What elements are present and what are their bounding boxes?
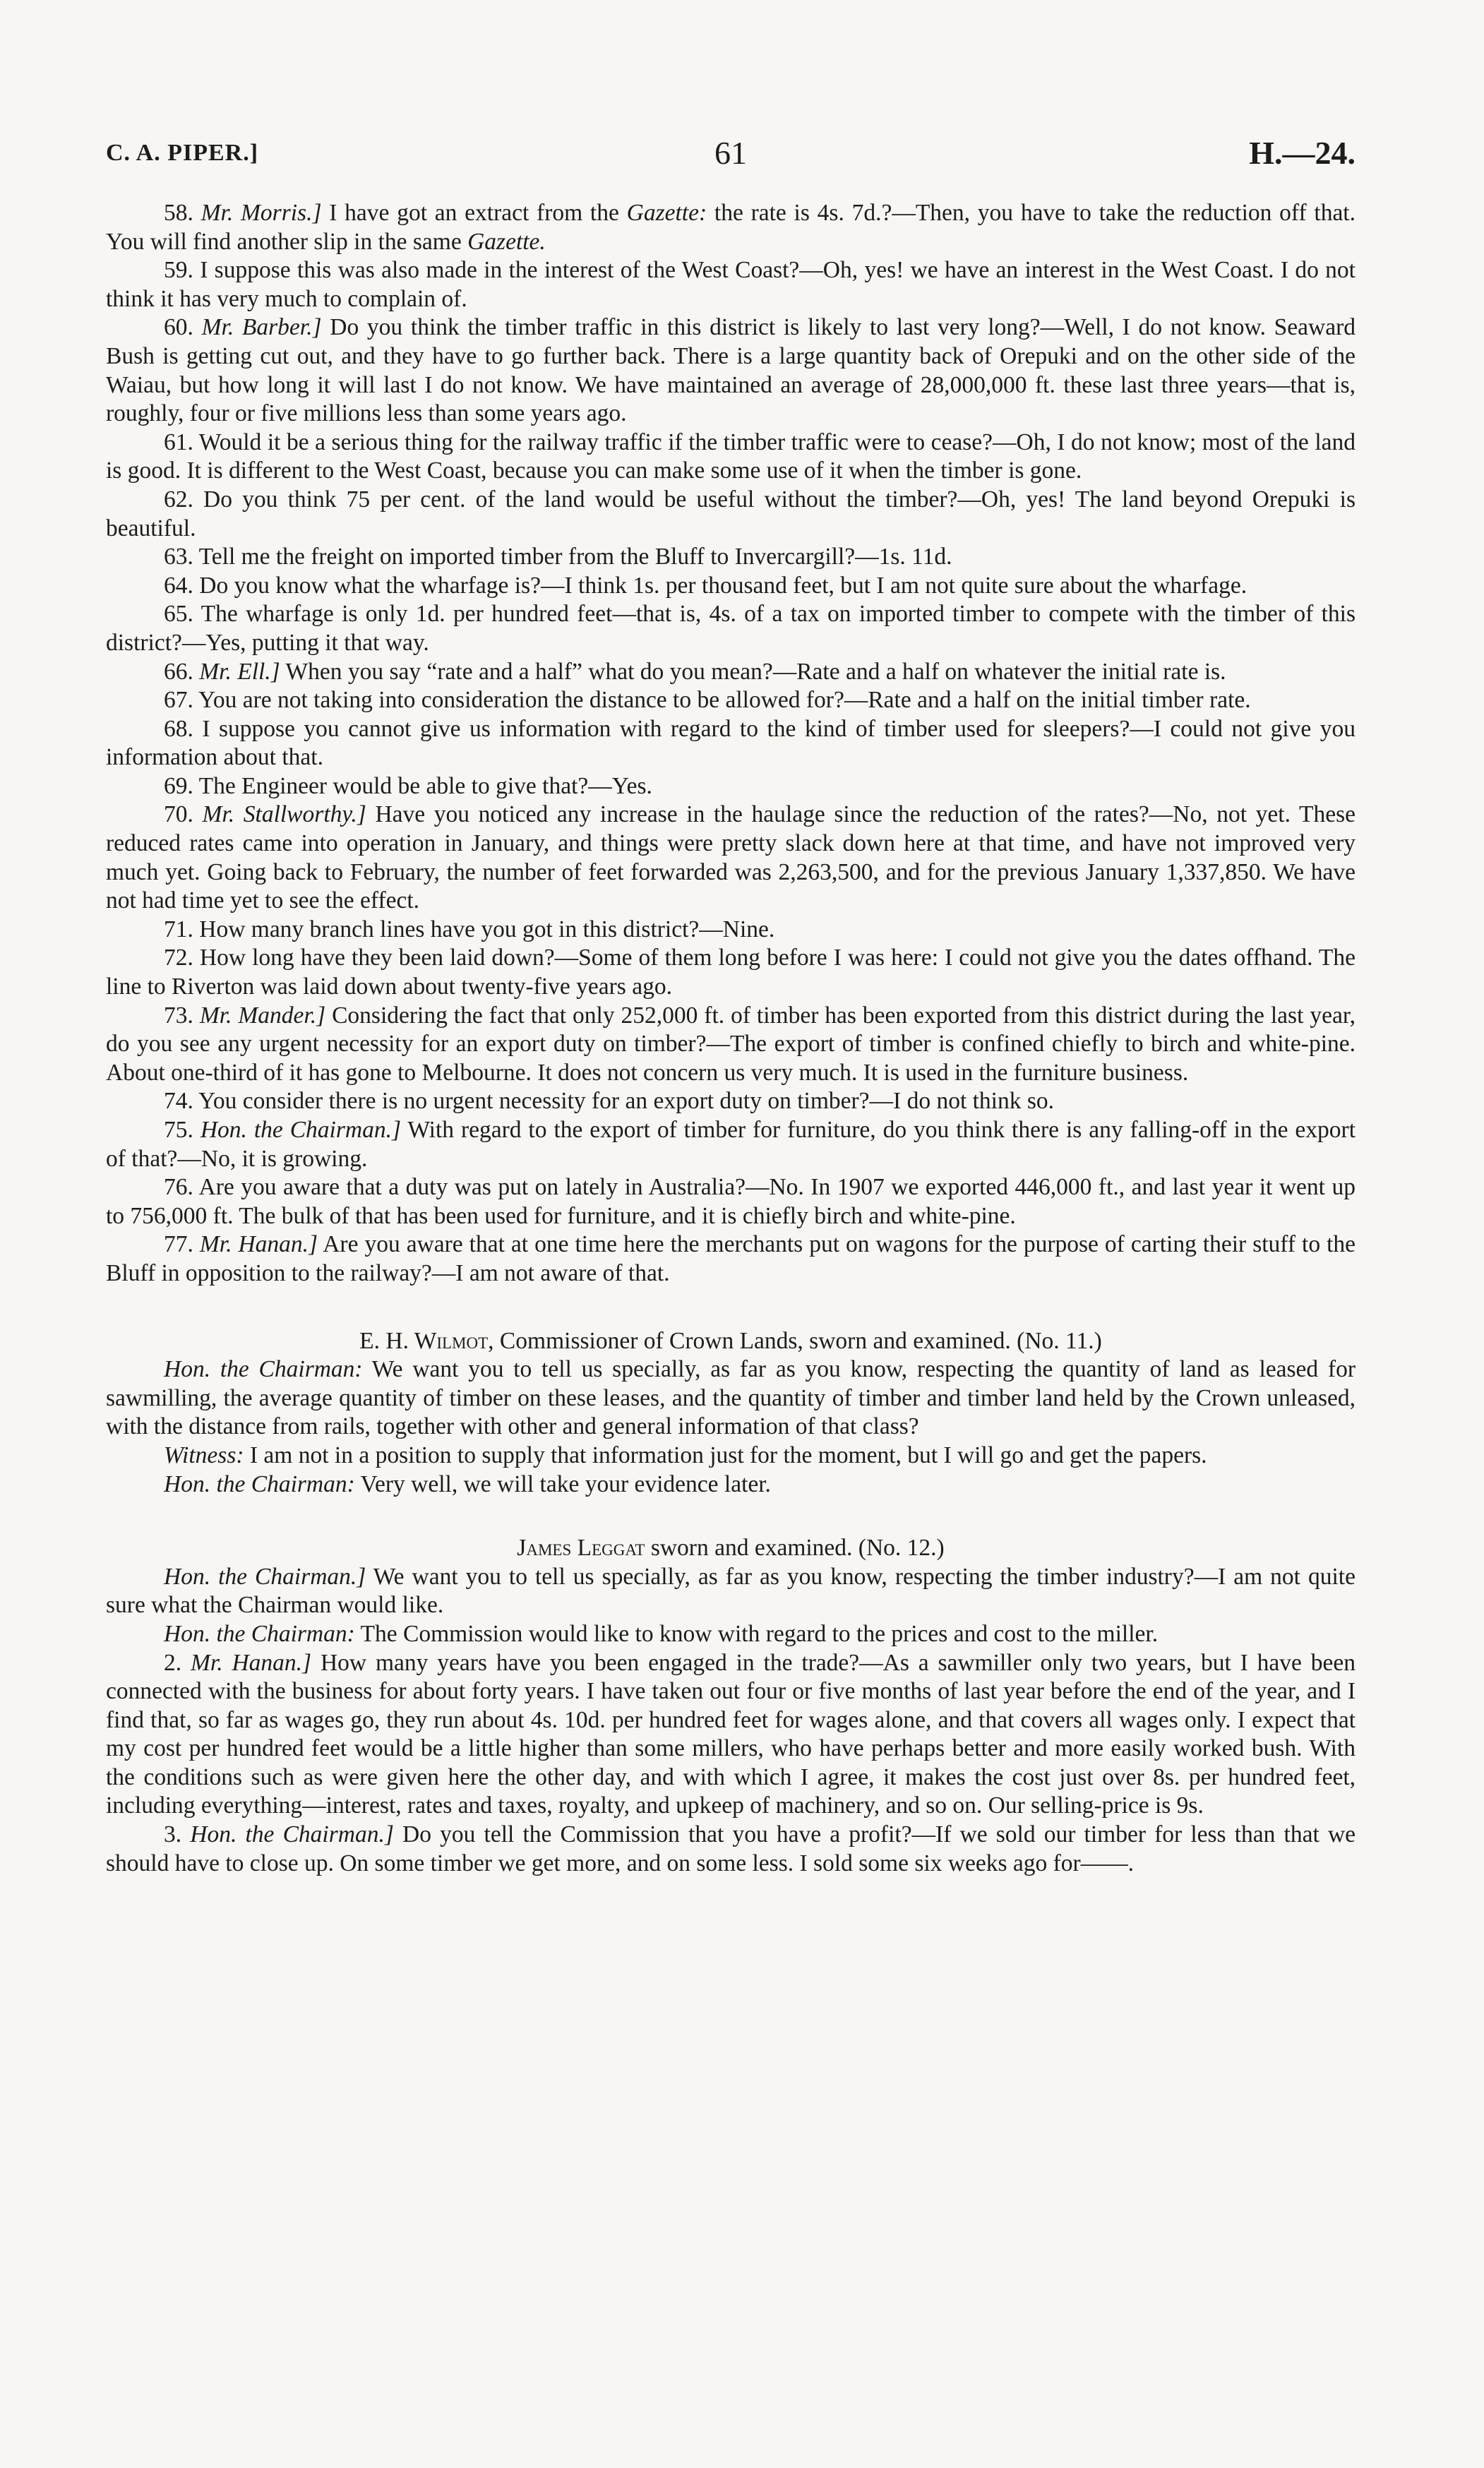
paragraph-69: 69. The Engineer would be able to give that?—Yes. (164, 772, 652, 799)
leggat-paragraph-1: Hon. the Chairman.] We want you to tell us specially, as far as you know, respecting the timber industry?—I am not quite sure what the Chairman would like. (106, 1563, 1356, 1619)
paragraph-64: 64. Do you know what the wharfage is?—I think 1s. per thousand feet, but I am not quite sure about the wharfage. (164, 572, 1247, 599)
paragraph-72: 72. How long have they been laid down?—Some of them long before I was here: I could not give you the dates offhand. The line to Riverton was laid down about twenty-five years ago. (106, 945, 1356, 1000)
wilmot-question: Hon. the Chairman: We want you to tell us specially, as far as you know, respecting the quantity of land as leased for sawmilling, the average quantity of timber on these leases, and the quantity of timber and timber land held by the Crown unleased, with the distance from rails, together with other and general information of that class? (106, 1356, 1356, 1440)
page-number: 61 (714, 135, 747, 171)
paragraph-76: 76. Are you aware that a duty was put on lately in Australia?—No. In 1907 we exported 446,000 ft., and last year it went up to 756,000 ft. The bulk of that has been used for furniture, and it is chiefly birch and white-pine. (106, 1174, 1356, 1229)
leggat-paragraph-3: 3. Hon. the Chairman.] Do you tell the Commission that you have a profit?—If we sold our timber for less than that we should have to close up. On some timber we get more, and on some less. I sold some six weeks ago for——. (106, 1821, 1356, 1876)
witness-heading-leggat: James Leggat sworn and examined. (No. 12.) (517, 1535, 945, 1562)
wilmot-answer: Witness: I am not in a position to supply that information just for the moment, but I will go and get the papers. (164, 1442, 1207, 1468)
evidence-text (106, 199, 1356, 1878)
paragraph-58: 58. Mr. Morris.] I have got an extract from the Gazette: the rate is 4s. 7d.?—Then, you have to take the reduction off that. You will find another slip in the same Gazette. (106, 200, 1356, 255)
paragraph-75: 75. Hon. the Chairman.] With regard to the export of timber for furniture, do you think there is any falling-off in the export of that?—No, it is growing. (106, 1117, 1356, 1172)
paragraph-62: 62. Do you think 75 per cent. of the land would be useful without the timber?—Oh, yes! The land beyond Orepuki is beautiful. (106, 486, 1356, 541)
leggat-paragraph-2: 2. Mr. Hanan.] How many years have you been engaged in the trade?—As a sawmiller only two years, but I have been connected with the business for about forty years. I have taken out four or five months of last year before the end of the year, and I find that, so far as wages go, they run about 4s. 10d. per hundred feet for wages alone, and that covers all wages only. I expect that my cost per hundred feet would be a little higher than some millers, who have perhaps better and more easily worked bush. With the conditions such as were given here the other day, and with which I agree, it makes the cost just over 8s. per hundred feet, including everything—interest, rates and taxes, royalty, and upkeep of machinery, and so on. Our selling-price is 9s. (106, 1649, 1356, 1819)
paragraph-63: 63. Tell me the freight on imported timber from the Bluff to Invercargill?—1s. 11d. (164, 544, 952, 570)
paragraph-66: 66. Mr. Ell.] When you say “rate and a half” what do you mean?—Rate and a half on whatever the initial rate is. (164, 658, 1226, 685)
paragraph-59: 59. I suppose this was also made in the interest of the West Coast?—Oh, yes! we have an interest in the West Coast. I do not think it has very much to complain of. (106, 257, 1356, 312)
wilmot-chairman-reply: Hon. the Chairman: Very well, we will take your evidence later. (164, 1470, 771, 1497)
paragraph-74: 74. You consider there is no urgent necessity for an export duty on timber?—I do not think so. (164, 1088, 1055, 1115)
paragraph-65: 65. The wharfage is only 1d. per hundred feet—that is, 4s. of a tax on imported timber to compete with the timber of this district?—Yes, putting it that way. (106, 601, 1356, 656)
witness-heading-wilmot: E. H. Wilmot, Commissioner of Crown Lands, sworn and examined. (No. 11.) (359, 1327, 1102, 1354)
page-header (106, 134, 1356, 176)
paragraph-68: 68. I suppose you cannot give us information with regard to the kind of timber used for sleepers?—I could not give you information about that. (106, 715, 1356, 771)
paragraph-70: 70. Mr. Stallworthy.] Have you noticed any increase in the haulage since the reduction of the rates?—No, not yet. These reduced rates came into operation in January, and things were pretty slack down here at that time, and have not improved very much yet. Going back to February, the number of feet forwarded was 2,263,500, and for the previous January 1,337,850. We have not had time yet to see the effect. (106, 801, 1356, 914)
paragraph-67: 67. You are not taking into consideration the distance to be allowed for?—Rate and a half on the initial timber rate. (164, 687, 1251, 714)
paragraph-77: 77. Mr. Hanan.] Are you aware that at one time here the merchants put on wagons for the purpose of carting their stuff to the Bluff in opposition to the railway?—I am not aware of that. (106, 1231, 1356, 1286)
paragraph-61: 61. Would it be a serious thing for the railway traffic if the timber traffic were to cease?—Oh, I do not know; most of the land is good. It is different to the West Coast, because you can make some use of it when the timber is gone. (106, 429, 1356, 484)
paragraph-73: 73. Mr. Mander.] Considering the fact that only 252,000 ft. of timber has been exported from this district during the last year, do you see any urgent necessity for an export duty on timber?—The export of timber is confined chiefly to birch and white-pine. About one-third of it has gone to Melbourne. It does not concern us very much. It is used in the furniture business. (106, 1002, 1356, 1086)
witness-header: C. A. PIPER.] (106, 140, 259, 166)
leggat-paragraph-1b: Hon. the Chairman: The Commission would like to know with regard to the prices and cost to the miller. (164, 1620, 1159, 1647)
paragraph-71: 71. How many branch lines have you got in this district?—Nine. (164, 916, 775, 942)
document-reference: H.—24. (1249, 135, 1356, 171)
paragraph-60: 60. Mr. Barber.] Do you think the timber traffic in this district is likely to last very long?—Well, I do not know. Seaward Bush is getting cut out, and they have to go further back. There is a large quantity back of Orepuki and on the other side of the Waiau, but how long it will last I do not know. We have maintained an average of 28,000,000 ft. these last three years—that is, roughly, four or five millions less than some years ago. (106, 314, 1356, 427)
